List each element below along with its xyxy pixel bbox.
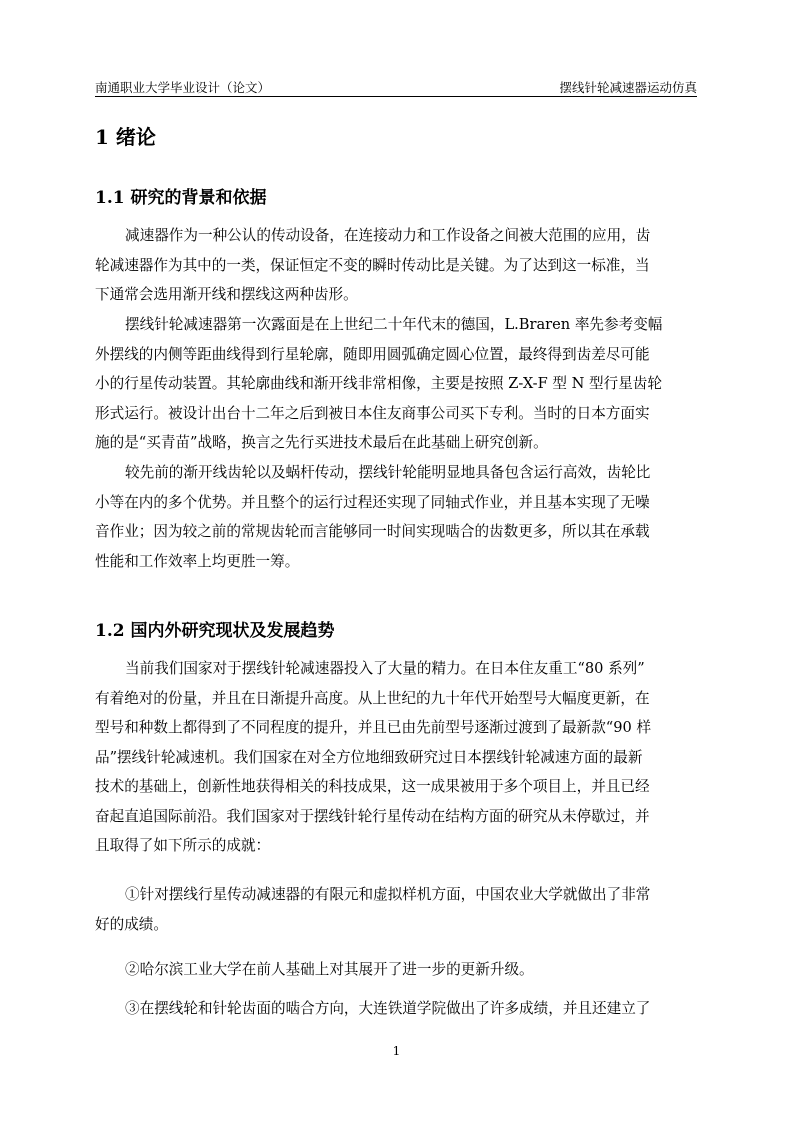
- text-line: 且取得了如下所示的成就：: [95, 837, 271, 854]
- text-line: ③在摆线轮和针轮齿面的啮合方向，大连铁道学院做出了许多成绩，并且还建立了: [125, 1000, 651, 1017]
- text-line: 小等在内的多个优势。并且整个的运行过程还实现了同轴式作业，并且基本实现了无噪: [95, 493, 650, 511]
- text-line: ②哈尔滨工业大学在前人基础上对其展开了进一步的更新升级。: [125, 961, 534, 978]
- text-line: 好的成绩。: [95, 915, 168, 933]
- section-title-1-1: 1.1 研究的背景和依据: [95, 188, 267, 208]
- text-line: 技术的基础上，创新性地获得相关的科技成果，这一成果被用于多个项目上，并且已经: [95, 778, 650, 795]
- text-line: 形式运行。被设计出台十二年之后到被日本住友商事公司买下专利。当时的日本方面实: [95, 404, 650, 422]
- text-line: 型号和种数上都得到了不同程度的提升，并且已由先前型号逐渐过渡到了最新款“90 样: [95, 719, 652, 736]
- text-line: 品”摆线针轮减速机。我们国家在对全方位地细致研究过日本摆线针轮减速方面的最新: [95, 748, 643, 766]
- chapter-title: 1 绪论: [95, 125, 156, 149]
- text-line: 音作业；因为较之前的常规齿轮而言能够同一时间实现啮合的齿数更多，所以其在承载: [95, 523, 650, 540]
- paragraph: [95, 654, 697, 861]
- text-line: 当前我们国家对于摆线针轮减速器投入了大量的精力。在日本住友重工“80 系列”: [125, 660, 645, 677]
- paragraph: [95, 458, 697, 576]
- text-line: 性能和工作效率上均更胜一筹。: [95, 552, 300, 570]
- section-title-1-2: 1.2 国内外研究现状及发展趋势: [95, 621, 335, 641]
- text-line: 外摆线的内侧等距曲线得到行星轮廓，随即用圆弧确定圆心位置，最终得到齿差尽可能: [95, 345, 650, 363]
- text-line: 轮减速器作为其中的一类，保证恒定不变的瞬时传动比是关键。为了达到这一标准，当: [95, 256, 650, 274]
- text-line: 减速器作为一种公认的传动设备，在连接动力和工作设备之间被大范围的应用，齿: [125, 227, 651, 244]
- paragraph: [95, 310, 697, 458]
- text-line: ①针对摆线行星传动减速器的有限元和虚拟样机方面，中国农业大学就做出了非常: [125, 886, 651, 903]
- text-line: 奋起直追国际前沿。我们国家对于摆线针轮行星传动在结构方面的研究从未停歇过，并: [95, 807, 650, 825]
- paragraph: [95, 880, 697, 939]
- text-line: 施的是“买青苗”战略，换言之先行买进技术最后在此基础上研究创新。: [95, 434, 548, 451]
- text-line: 下通常会选用渐开线和摆线这两种齿形。: [95, 286, 358, 303]
- page-number: 1: [392, 1044, 401, 1058]
- paragraph: [95, 221, 697, 310]
- paragraph: [95, 955, 697, 985]
- header-left-text: 南通职业大学毕业设计（论文）: [95, 80, 271, 95]
- text-line: 小的行星传动装置。其轮廓曲线和渐开线非常相像，主要是按照 Z-X-F 型 N 型行星齿轮: [95, 375, 662, 392]
- text-line: 摆线针轮减速器第一次露面是在上世纪二十年代末的德国，L.Braren 率先参考变幅: [125, 316, 663, 333]
- text-line: 较先前的渐开线齿轮以及蜗杆传动，摆线针轮能明显地具备包含运行高效，齿轮比: [125, 464, 651, 481]
- page-header: [95, 76, 697, 97]
- header-right-text: 摆线针轮减速器运动仿真: [559, 80, 697, 95]
- paragraph: [95, 994, 697, 1024]
- text-line: 有着绝对的份量，并且在日渐提升高度。从上世纪的九十年代开始型号大幅度更新，在: [95, 689, 650, 707]
